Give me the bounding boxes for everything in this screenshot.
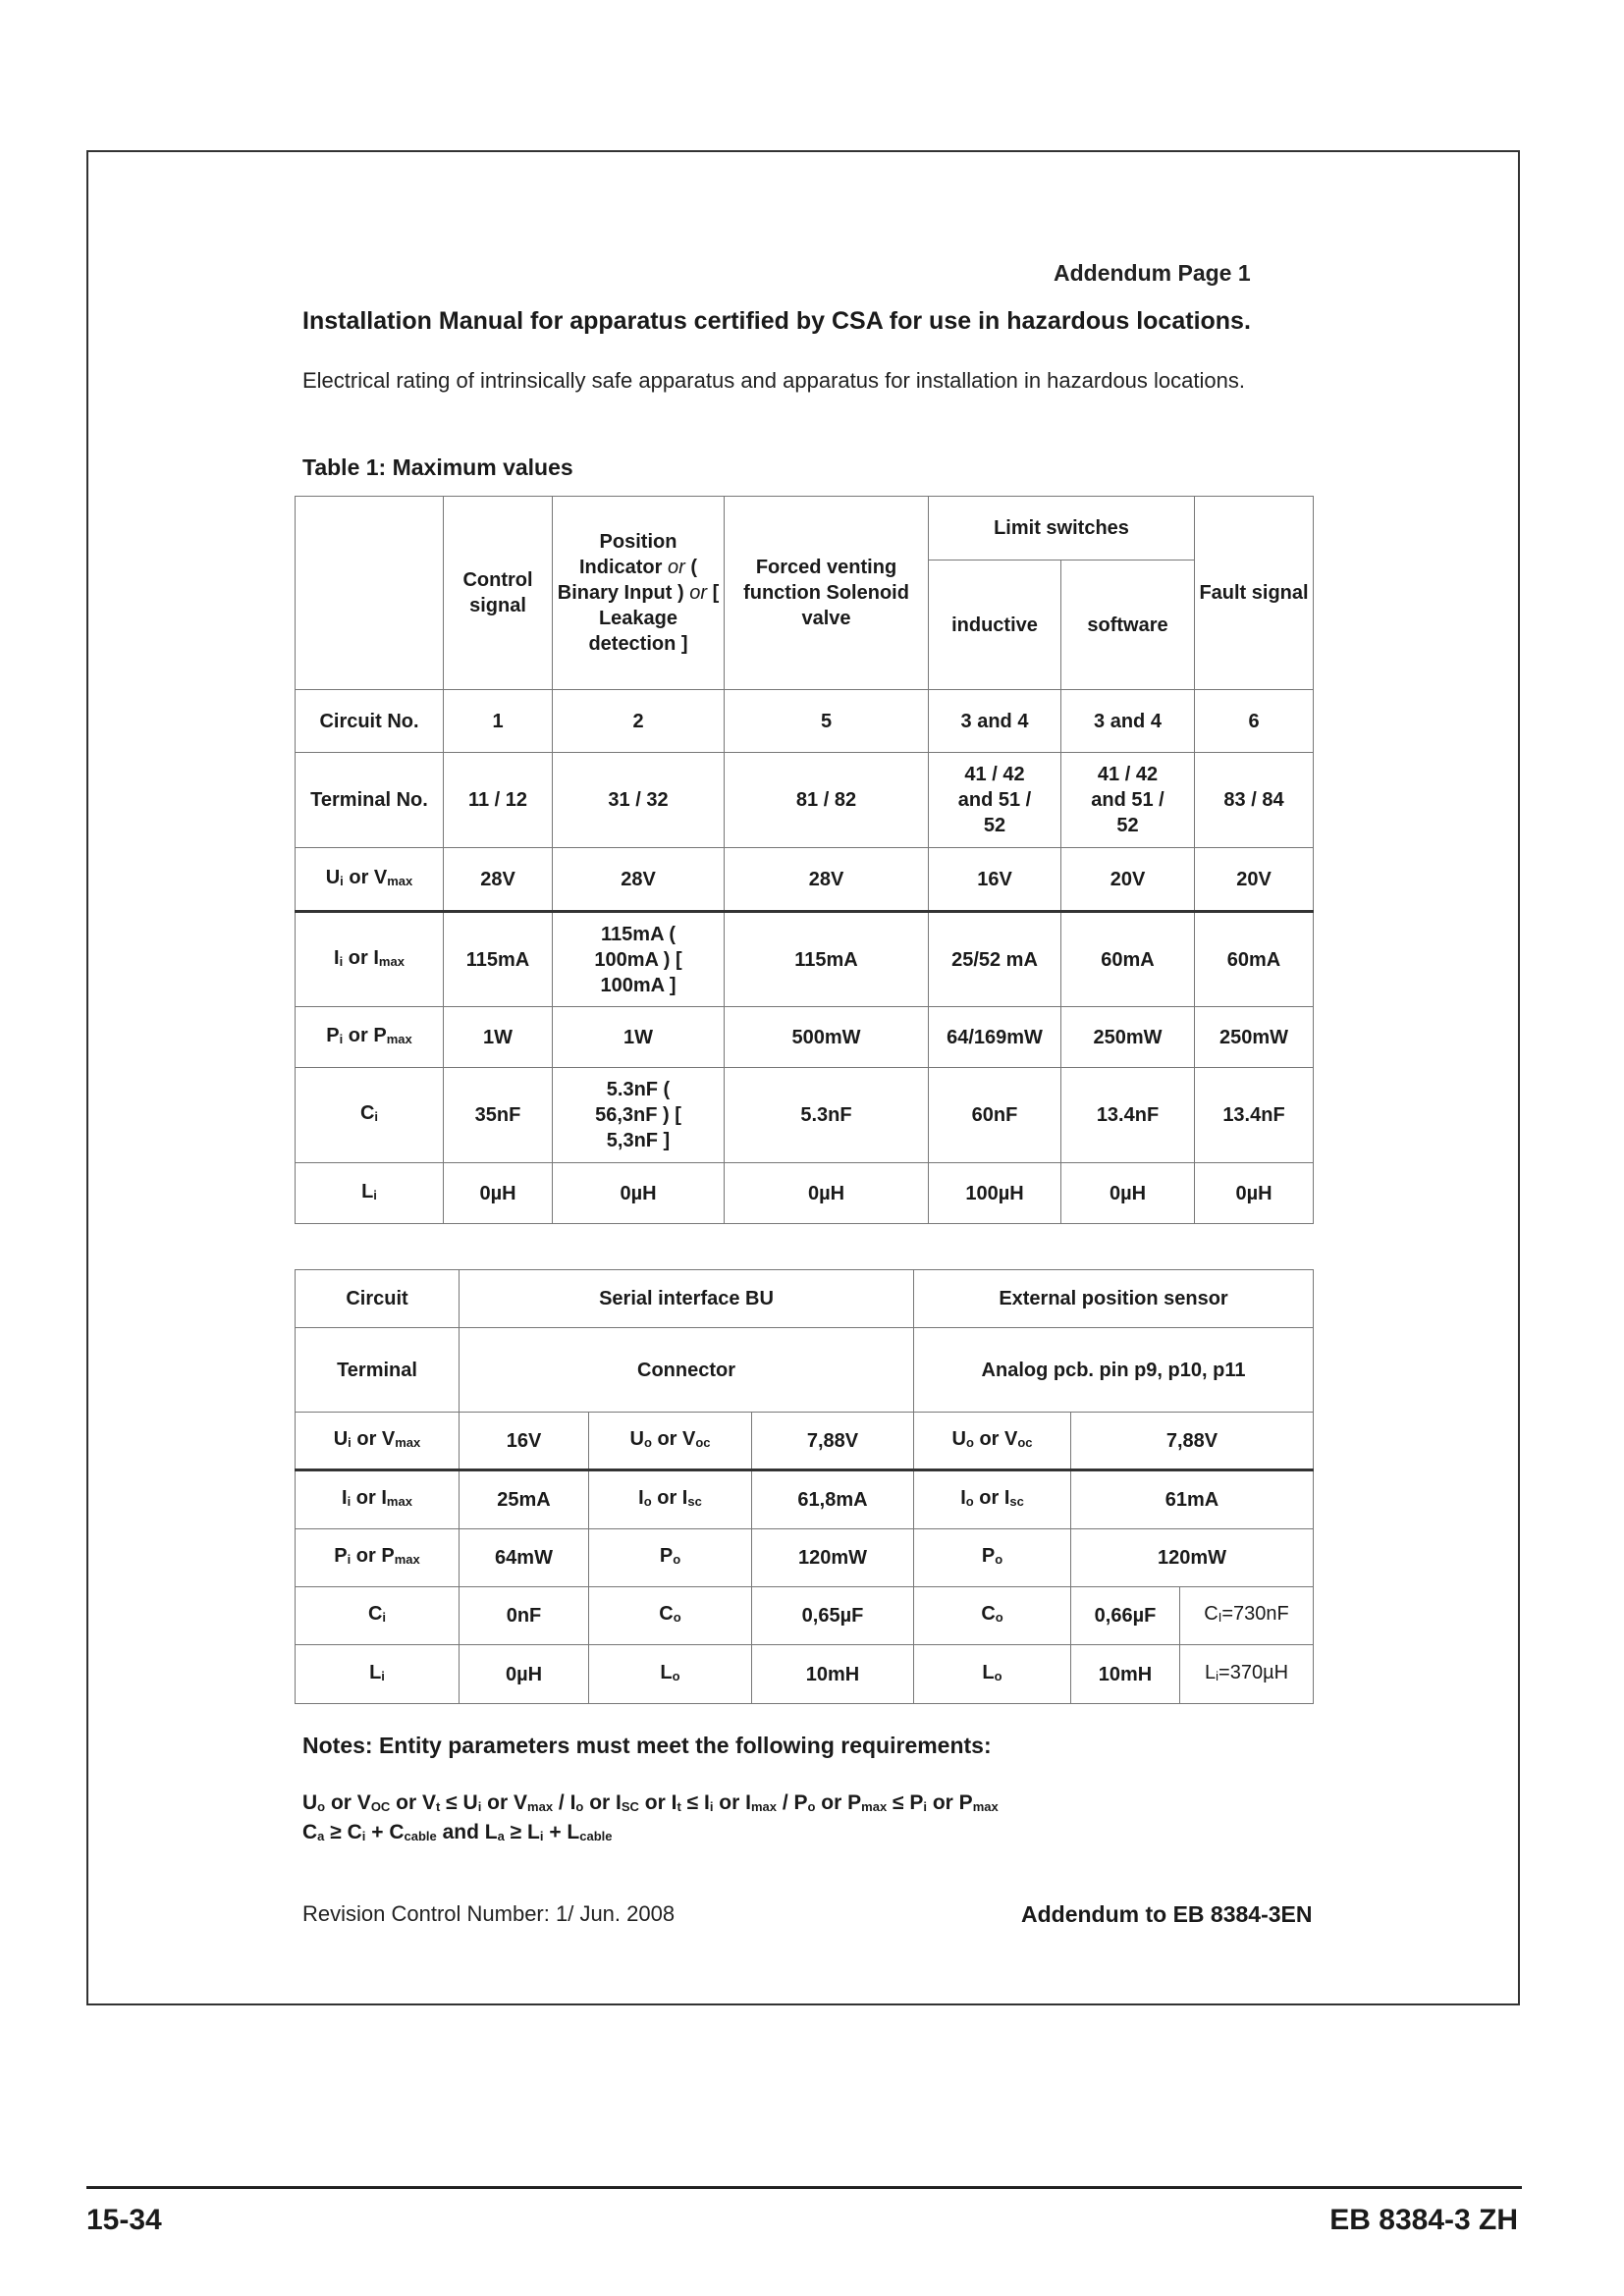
row-c	[296, 1587, 1314, 1645]
page-title: Installation Manual for apparatus certified by CSA for use in hazardous locations.	[302, 307, 1251, 335]
row-u	[296, 1413, 1314, 1470]
header-fault-signal: Fault signal	[1195, 497, 1314, 690]
row-label-lo: $L_o$	[589, 1645, 752, 1704]
table-cell: 60mA	[1195, 912, 1314, 1007]
table-cell: 13.4nF	[1061, 1068, 1195, 1163]
table-cell: 60mA	[1061, 912, 1195, 1007]
table-cell: 31 / 32	[553, 753, 725, 848]
max-values-table	[295, 496, 1314, 1224]
table-cell: 41 / 42 and 51 / 52	[929, 753, 1061, 848]
row-label-ci: $C_i$	[296, 1068, 444, 1163]
footer-divider	[86, 2186, 1522, 2189]
row-ci	[296, 1068, 1314, 1163]
table-cell: 250mW	[1061, 1007, 1195, 1068]
table-cell: 250mW	[1195, 1007, 1314, 1068]
header-circuit: Circuit	[296, 1270, 460, 1328]
row-label-ci: $C_i$	[296, 1587, 460, 1645]
table-cell: 64/169mW	[929, 1007, 1061, 1068]
table-cell: 3 and 4	[929, 690, 1061, 753]
table-cell: 5	[725, 690, 929, 753]
table-cell: 115mA ( 100mA ) [ 100mA ]	[553, 912, 725, 1007]
row-label-io: $I_o$ or $I_{sc}$	[589, 1470, 752, 1529]
position-or-2: or	[689, 582, 707, 604]
table-cell: $C_I=730nF$	[1180, 1587, 1314, 1645]
table-cell: 0,65µF	[752, 1587, 914, 1645]
formula-line-1: $U_o$ or $V_{OC}$ or $V_t \le U_i$ or $V_{max} / I_o$ or $I_{SC}$ or $I_t \le I_i$ or $I_{max} / P_o$ or $P_{max} \le P_i$ or $P_{max}$	[302, 1791, 999, 1814]
revision-control-number: Revision Control Number: 1/ Jun. 2008	[302, 1901, 676, 1926]
row-circuit-no	[296, 690, 1314, 753]
header-software: software	[1061, 561, 1195, 690]
table-cell: 0µH	[460, 1645, 589, 1704]
table-cell: 0µH	[553, 1163, 725, 1224]
row-label-uo-ext: $U_o$ or $V_{oc}$	[914, 1413, 1071, 1470]
table-cell: 1	[444, 690, 553, 753]
row-ui	[296, 848, 1314, 912]
header-terminal: Terminal	[296, 1328, 460, 1413]
table-cell: 20V	[1195, 848, 1314, 912]
table-cell: 35nF	[444, 1068, 553, 1163]
header-limit-switches: Limit switches	[929, 497, 1195, 561]
table-cell: 61,8mA	[752, 1470, 914, 1529]
page-number: 15-34	[86, 2204, 162, 2236]
row-label-co: $C_o$	[589, 1587, 752, 1645]
table-cell: 3 and 4	[1061, 690, 1195, 753]
row-label-pi: $P_i$ or $P_{max}$	[296, 1529, 460, 1587]
row-label-ii: $I_i$ or $I_{max}$	[296, 1470, 460, 1529]
table-cell: 120mW	[752, 1529, 914, 1587]
notes-title: Notes: Entity parameters must meet the following requirements:	[302, 1733, 992, 1758]
table-cell: 41 / 42 and 51 / 52	[1061, 753, 1195, 848]
table-cell: 28V	[725, 848, 929, 912]
table-cell: 6	[1195, 690, 1314, 753]
position-indicator-label: Position Indicator	[578, 531, 677, 578]
table-cell: 2	[553, 690, 725, 753]
table-cell: 120mW	[1071, 1529, 1314, 1587]
table-cell: 11 / 12	[444, 753, 553, 848]
row-ii	[296, 912, 1314, 1007]
document-code: EB 8384-3 ZH	[1329, 2204, 1518, 2236]
row-label-ui: $U_i$ or $V_{max}$	[296, 1413, 460, 1470]
table-cell: 115mA	[444, 912, 553, 1007]
binary-input-label: ( Binary Input )	[557, 557, 698, 604]
row-label-pi: $P_i$ or $P_{max}$	[296, 1007, 444, 1068]
table-cell: 5.3nF	[725, 1068, 929, 1163]
table-cell: 0µH	[725, 1163, 929, 1224]
row-label-po: $P_o$	[589, 1529, 752, 1587]
table-cell: 7,88V	[752, 1413, 914, 1470]
table-cell: 100µH	[929, 1163, 1061, 1224]
table-cell: 20V	[1061, 848, 1195, 912]
row-label-io-ext: $I_o$ or $I_{sc}$	[914, 1470, 1071, 1529]
header-analog-pcb: Analog pcb. pin p9, p10, p11	[914, 1328, 1314, 1413]
table-cell: 81 / 82	[725, 753, 929, 848]
row-li	[296, 1163, 1314, 1224]
header-empty-cell	[296, 497, 444, 690]
table-cell: 60nF	[929, 1068, 1061, 1163]
table-cell: 1W	[444, 1007, 553, 1068]
row-pi	[296, 1007, 1314, 1068]
table-cell: 5.3nF ( 56,3nF ) [ 5,3nF ]	[553, 1068, 725, 1163]
table-cell: 83 / 84	[1195, 753, 1314, 848]
table-cell: 28V	[444, 848, 553, 912]
table-cell: 64mW	[460, 1529, 589, 1587]
row-p	[296, 1529, 1314, 1587]
table-cell: 7,88V	[1071, 1413, 1314, 1470]
table-cell: 13.4nF	[1195, 1068, 1314, 1163]
header-position-indicator	[553, 497, 725, 690]
table1-title: Table 1: Maximum values	[302, 454, 573, 480]
table-cell: 0µH	[444, 1163, 553, 1224]
row-label-circuit: Circuit No.	[296, 690, 444, 753]
header-external-sensor: External position sensor	[914, 1270, 1314, 1328]
header-inductive: inductive	[929, 561, 1061, 690]
row-terminal-no	[296, 753, 1314, 848]
row-label-uo: $U_o$ or $V_{oc}$	[589, 1413, 752, 1470]
table-cell: 61mA	[1071, 1470, 1314, 1529]
position-or-1: or	[667, 557, 685, 578]
intro-text: Electrical rating of intrinsically safe apparatus and apparatus for installation in hazardous locations.	[302, 368, 1245, 393]
header-control-signal: Control signal	[444, 497, 553, 690]
row-label-po-ext: $P_o$	[914, 1529, 1071, 1587]
header-connector: Connector	[460, 1328, 914, 1413]
row-label-ui: $U_i$ or $V_{max}$	[296, 848, 444, 912]
leakage-detection-label: [ Leakage detection ]	[588, 582, 720, 655]
formula-line-2: $C_a \ge C_i + C_{cable}$ and $L_a \ge L_i + L_{cable}$	[302, 1821, 613, 1843]
table-cell: 10mH	[752, 1645, 914, 1704]
table-cell: 25/52 mA	[929, 912, 1061, 1007]
interface-values-table	[295, 1269, 1314, 1704]
table-cell: $L_i=370\mu H$	[1180, 1645, 1314, 1704]
row-l	[296, 1645, 1314, 1704]
table-cell: 500mW	[725, 1007, 929, 1068]
addendum-reference: Addendum to EB 8384-3EN	[1021, 1901, 1313, 1927]
table-cell: 16V	[460, 1413, 589, 1470]
table-cell: 0,66µF	[1071, 1587, 1180, 1645]
header-forced-venting: Forced venting function Solenoid valve	[725, 497, 929, 690]
row-label-terminal: Terminal No.	[296, 753, 444, 848]
row-label-li: $L_i$	[296, 1163, 444, 1224]
row-label-ii: $I_i$ or $I_{max}$	[296, 912, 444, 1007]
table-cell: 0nF	[460, 1587, 589, 1645]
row-label-li: $L_i$	[296, 1645, 460, 1704]
table-cell: 10mH	[1071, 1645, 1180, 1704]
row-label-lo-ext: $L_o$	[914, 1645, 1071, 1704]
row-i	[296, 1470, 1314, 1529]
table-cell: 25mA	[460, 1470, 589, 1529]
table-cell: 1W	[553, 1007, 725, 1068]
table-cell: 0µH	[1061, 1163, 1195, 1224]
table-cell: 115mA	[725, 912, 929, 1007]
row-label-co-ext: $C_o$	[914, 1587, 1071, 1645]
table-cell: 0µH	[1195, 1163, 1314, 1224]
table-cell: 28V	[553, 848, 725, 912]
table-cell: 16V	[929, 848, 1061, 912]
addendum-page-label: Addendum Page 1	[1054, 260, 1251, 286]
header-serial-interface: Serial interface BU	[460, 1270, 914, 1328]
